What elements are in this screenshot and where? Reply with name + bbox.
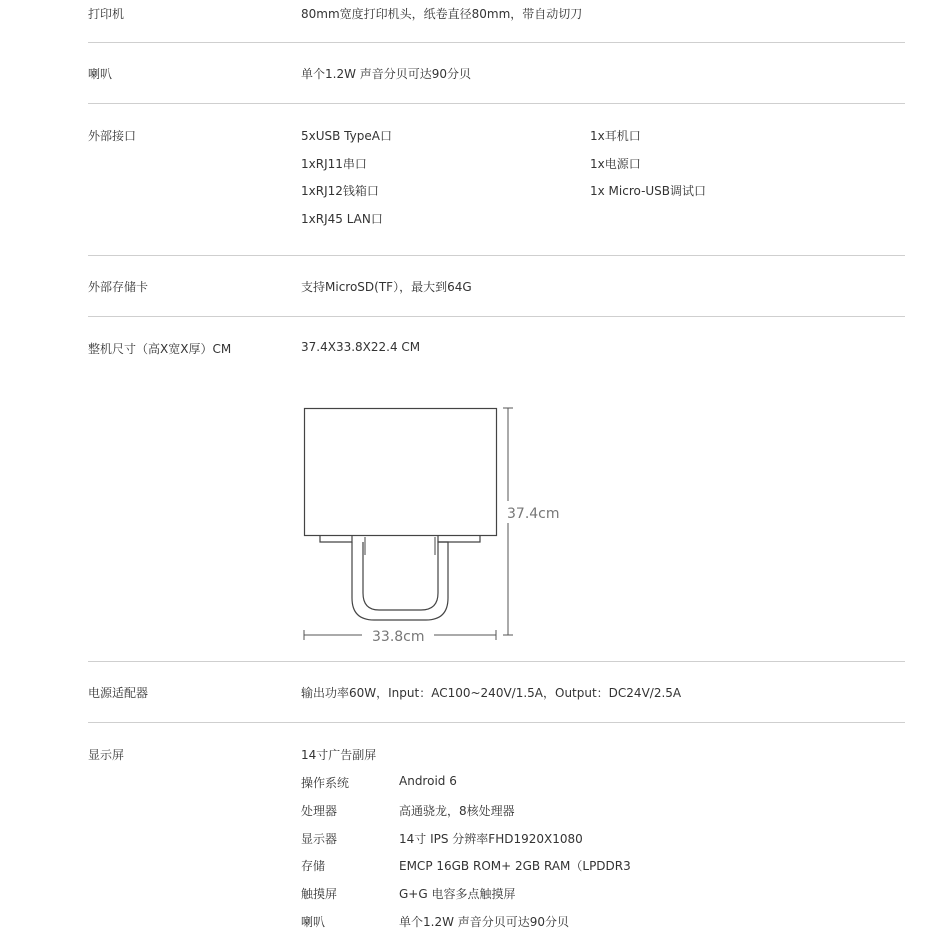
spec-label: 外部接口 — [88, 129, 137, 143]
spec-value: 输出功率60W，Input：AC100~240V/1.5A，Output：DC24V/2.5A — [301, 686, 682, 700]
device-stand-outline — [352, 542, 448, 620]
spec-label: 电源适配器 — [88, 686, 149, 700]
display-spec-value: 单个1.2W 声音分贝可达90分贝 — [399, 915, 570, 929]
display-spec-name: 喇叭 — [301, 915, 326, 929]
port-item: 1x耳机口 — [590, 129, 641, 143]
display-spec-value: 14寸 IPS 分辨率FHD1920X1080 — [399, 832, 583, 846]
device-neck-outline — [365, 537, 435, 555]
port-item: 1x电源口 — [590, 157, 641, 171]
display-spec-value: EMCP 16GB ROM+ 2GB RAM（LPDDR3 — [399, 859, 631, 873]
spec-value: 单个1.2W 声音分贝可达90分贝 — [301, 67, 472, 81]
spec-label: 显示屏 — [88, 748, 125, 762]
display-spec-value: 高通骁龙，8核处理器 — [399, 804, 515, 818]
port-item: 1xRJ45 LAN口 — [301, 212, 383, 226]
spec-value: 支持MicroSD(TF），最大到64G — [301, 280, 472, 294]
divider — [88, 42, 905, 43]
spec-row-display — [88, 746, 905, 936]
spec-row-ports — [88, 127, 905, 237]
port-item: 5xUSB TypeA口 — [301, 129, 392, 143]
display-spec-name: 显示器 — [301, 832, 338, 846]
spec-label: 喇叭 — [88, 67, 113, 81]
divider — [88, 316, 905, 317]
divider — [88, 722, 905, 723]
spec-value: 37.4X33.8X22.4 CM — [301, 340, 421, 354]
display-spec-value: G+G 电容多点触摸屏 — [399, 887, 516, 901]
display-spec-name: 存储 — [301, 859, 326, 873]
display-spec-name: 处理器 — [301, 804, 338, 818]
height-dimension-label: 37.4cm — [507, 506, 560, 522]
port-item: 1x Micro-USB调试口 — [590, 184, 707, 198]
spec-label: 外部存储卡 — [88, 280, 149, 294]
spec-value: 14寸广告副屏 — [301, 748, 377, 762]
width-dimension-label: 33.8cm — [372, 629, 425, 645]
port-item: 1xRJ11串口 — [301, 157, 367, 171]
port-item: 1xRJ12钱箱口 — [301, 184, 379, 198]
divider — [88, 103, 905, 104]
display-spec-name: 操作系统 — [301, 776, 350, 790]
device-screen-outline — [305, 409, 497, 536]
spec-label: 打印机 — [88, 7, 125, 21]
display-spec-name: 触摸屏 — [301, 887, 338, 901]
divider — [88, 255, 905, 256]
spec-label: 整机尺寸（高X宽X厚）CM — [88, 342, 232, 356]
display-spec-value: Android 6 — [399, 774, 457, 788]
spec-value: 80mm宽度打印机头，纸卷直径80mm，带自动切刀 — [301, 7, 583, 21]
device-dimension-diagram — [290, 395, 580, 655]
divider — [88, 661, 905, 662]
